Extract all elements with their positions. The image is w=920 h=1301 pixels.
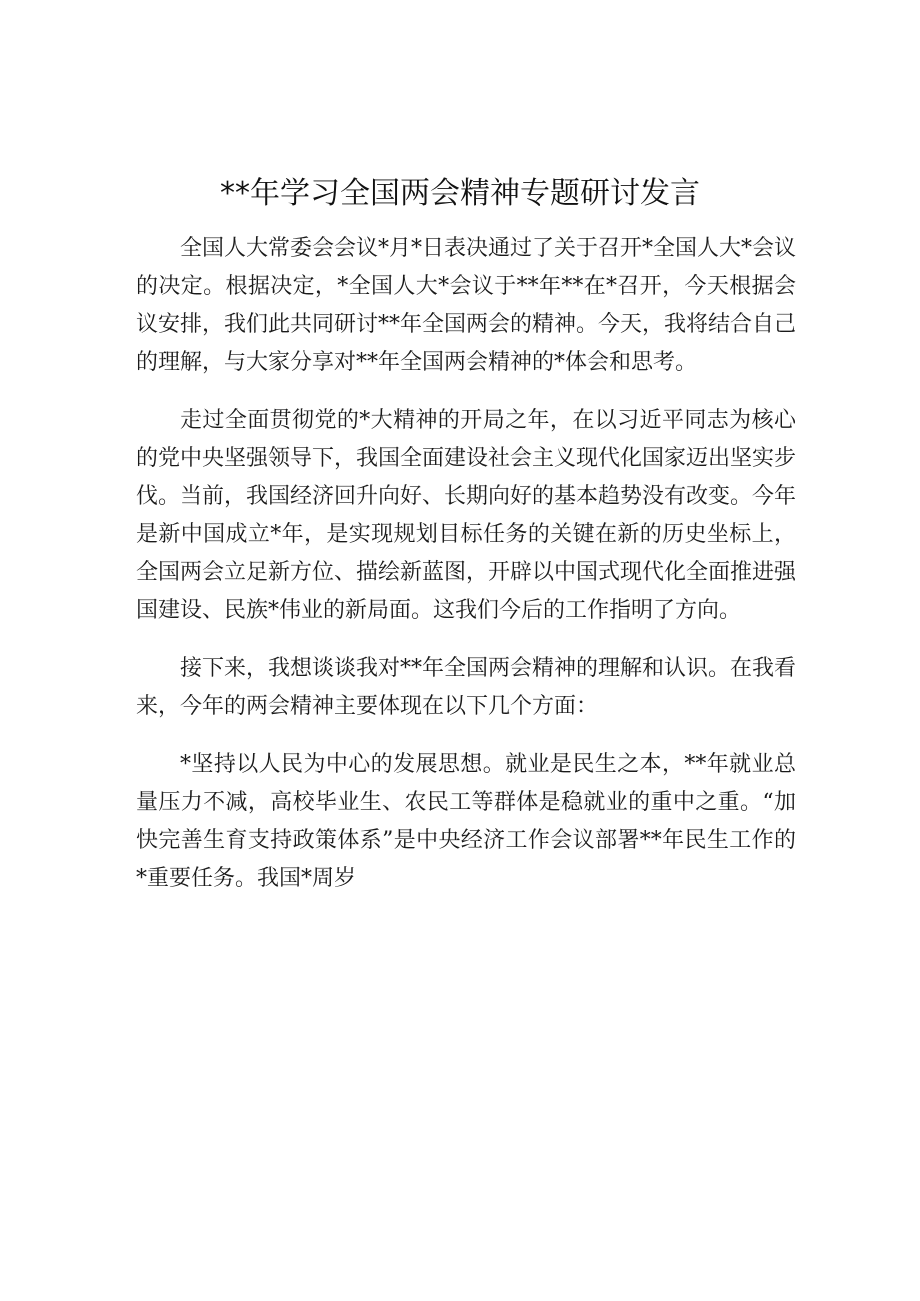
document-body xyxy=(136,230,796,918)
paragraph-intro: 全国人大常委会会议*月*日表决通过了关于召开*全国人大*会议的决定。根据决定，*全国人大*会议于**年**在*召开，今天根据会议安排，我们此共同研讨**年全国两会的精神。今天，我将结合自己的理解，与大家分享对**年全国两会精神的*体会和思考。 xyxy=(136,236,797,375)
paragraph-transition: 接下来，我想谈谈我对**年全国两会精神的理解和认识。在我看来，今年的两会精神主要体现在以下几个方面： xyxy=(136,656,797,719)
document-title: **年学习全国两会精神专题研讨发言 xyxy=(220,176,700,211)
paragraph-background: 走过全面贯彻党的*大精神的开局之年，在以习近平同志为核心的党中央坚强领导下，我国全面建设社会主义现代化国家迈出坚实步伐。当前，我国经济回升向好、长期向好的基本趋势没有改变。今年是新中国成立*年，是实现规划目标任务的关键在新的历史坐标上，全国两会立足新方位、描绘新蓝图，开辟以中国式现代化全面推进强国建设、民族*伟业的新局面。这我们今后的工作指明了方向。 xyxy=(136,408,797,623)
paragraph-point-one: *坚持以人民为中心的发展思想。就业是民生之本，**年就业总量压力不减，高校毕业生、农民工等群体是稳就业的重中之重。“加快完善生育支持政策体系”是中央经济工作会议部署**年民生工作的*重要任务。我国*周岁 xyxy=(136,752,796,891)
